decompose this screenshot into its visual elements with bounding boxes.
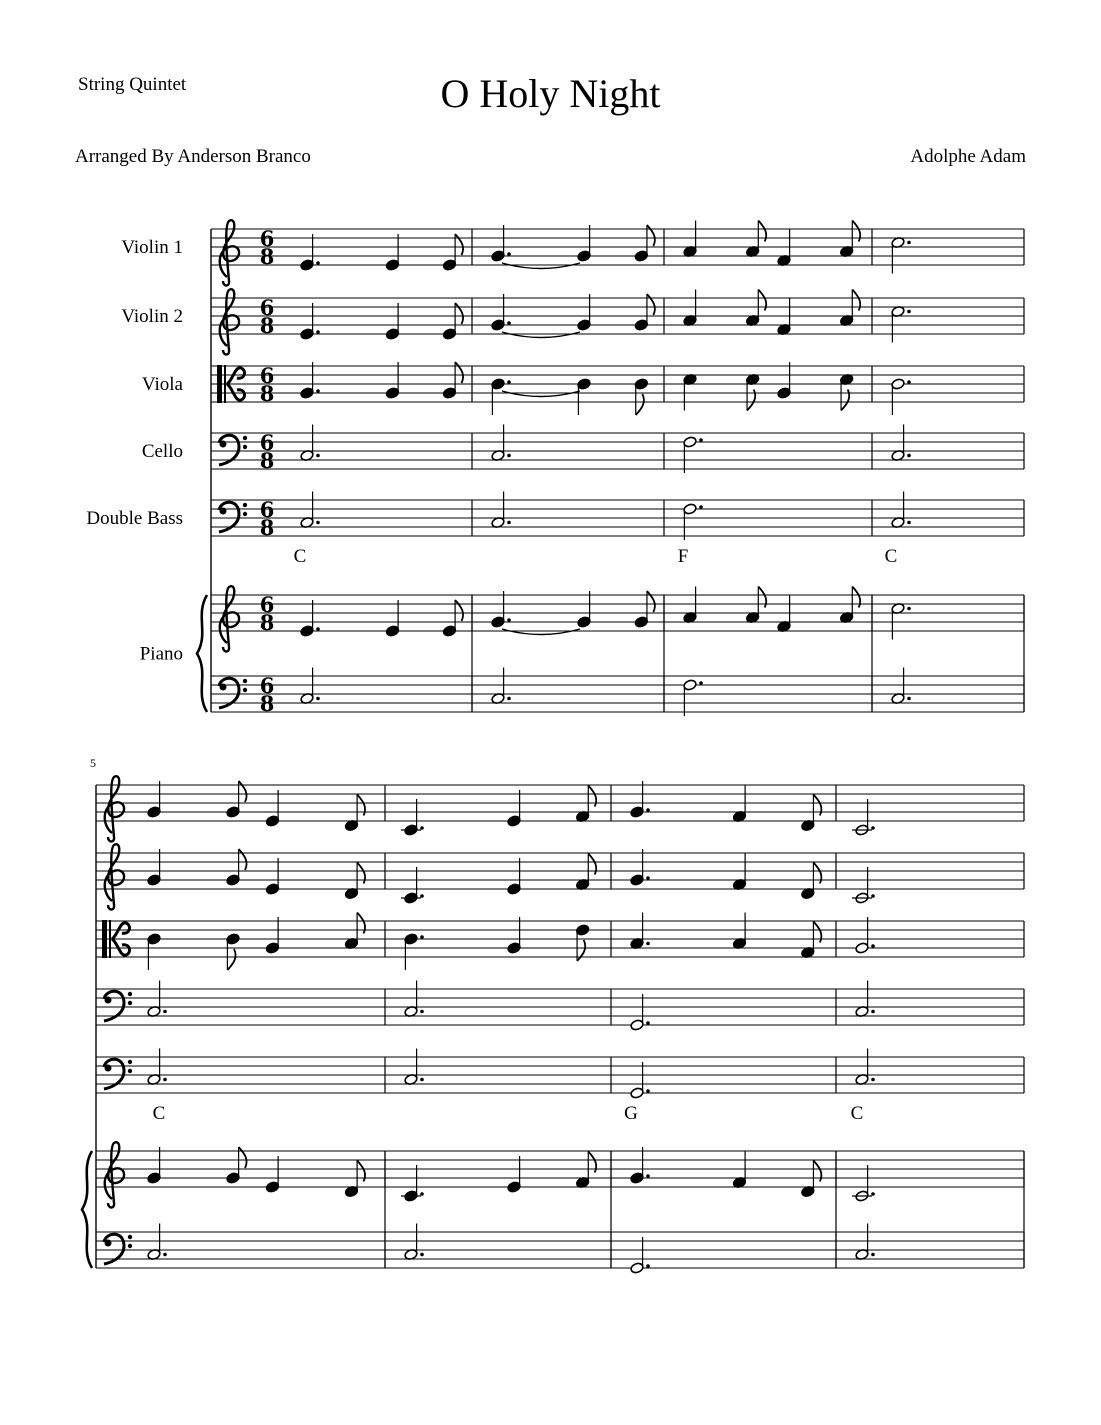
bass-clef-dot xyxy=(243,445,247,449)
note-dot xyxy=(646,1264,650,1268)
note-head xyxy=(777,387,791,399)
note-head xyxy=(576,924,590,936)
note-head xyxy=(404,933,418,945)
piano-brace-icon xyxy=(82,1151,92,1268)
note-head xyxy=(265,815,279,827)
note-head xyxy=(634,250,648,262)
treble-clef-icon xyxy=(105,776,124,841)
note-flag xyxy=(647,591,655,612)
time-signature-top: 6 xyxy=(259,430,275,455)
alto-clef-icon xyxy=(102,920,107,958)
bass-clef-icon xyxy=(104,991,124,1021)
treble-clef-icon xyxy=(220,220,239,285)
note-head xyxy=(630,1019,644,1031)
note-dot xyxy=(907,697,911,701)
bass-clef-dot xyxy=(128,1060,132,1064)
piano-brace-icon xyxy=(197,595,207,712)
note-dot xyxy=(699,505,703,509)
note-dot xyxy=(871,826,875,830)
note-dot xyxy=(646,808,650,812)
note-head xyxy=(683,503,697,515)
note-head xyxy=(385,387,399,399)
note-dot xyxy=(907,310,911,314)
note-head xyxy=(630,1087,644,1099)
note-head xyxy=(577,378,591,390)
note-head xyxy=(630,806,644,818)
note-head xyxy=(577,616,591,628)
note-head xyxy=(507,883,521,895)
note-head xyxy=(442,259,456,271)
note-dot xyxy=(420,894,424,898)
time-signature-top: 6 xyxy=(259,592,275,617)
note-flag xyxy=(239,1147,247,1168)
note-head xyxy=(630,1262,644,1274)
composer-credit: Adolphe Adam xyxy=(910,146,1026,167)
note-flag xyxy=(455,362,463,383)
note-head xyxy=(442,387,456,399)
time-signature-bottom: 8 xyxy=(259,448,275,473)
bass-clef-dot xyxy=(128,1244,132,1248)
note-dot xyxy=(871,1253,875,1257)
chord-symbol: F xyxy=(677,546,689,567)
note-head xyxy=(300,387,314,399)
instrument-name: Double Bass xyxy=(86,508,183,529)
note-dot xyxy=(646,1089,650,1093)
note-dot xyxy=(163,1078,167,1082)
note-head xyxy=(226,1172,240,1184)
bass-clef-dot xyxy=(220,441,227,448)
chord-symbol: C xyxy=(884,546,898,567)
system-2 xyxy=(82,756,1024,1274)
note-head xyxy=(683,679,697,691)
instrument-name: Violin 1 xyxy=(121,237,183,258)
time-signature-top: 6 xyxy=(259,673,275,698)
subtitle: String Quintet xyxy=(78,74,187,95)
note-head xyxy=(491,378,505,390)
treble-clef-icon xyxy=(105,844,124,909)
note-head xyxy=(491,319,505,331)
bass-clef-icon xyxy=(219,435,239,465)
note-head xyxy=(507,815,521,827)
note-flag xyxy=(647,294,655,315)
system-1 xyxy=(86,220,1024,716)
note-head xyxy=(147,1172,161,1184)
note-head xyxy=(147,933,161,945)
bass-clef-icon xyxy=(104,1234,124,1264)
note-dot xyxy=(420,1078,424,1082)
note-head xyxy=(226,806,240,818)
note-head xyxy=(385,259,399,271)
time-signature-top: 6 xyxy=(259,226,275,251)
note-dot xyxy=(646,1021,650,1025)
time-signature-bottom: 8 xyxy=(259,610,275,635)
note-head xyxy=(147,874,161,886)
note-flag xyxy=(577,940,585,961)
time-signature-top: 6 xyxy=(259,295,275,320)
instrument-name: Piano xyxy=(139,643,183,665)
note-head xyxy=(491,250,505,262)
note-dot xyxy=(316,454,320,458)
note-head xyxy=(226,874,240,886)
note-dot xyxy=(907,521,911,525)
note-dot xyxy=(420,1010,424,1014)
note-head xyxy=(577,319,591,331)
note-head xyxy=(507,1181,521,1193)
instrument-name: Violin 2 xyxy=(121,306,183,327)
note-head xyxy=(265,942,279,954)
note-dot xyxy=(507,252,511,256)
note-dot xyxy=(316,627,320,631)
time-signature-bottom: 8 xyxy=(259,691,275,716)
note-dot xyxy=(507,380,511,384)
note-dot xyxy=(163,1010,167,1014)
note-dot xyxy=(871,1192,875,1196)
bass-clef-dot xyxy=(220,508,227,515)
note-dot xyxy=(316,261,320,265)
instrument-name: Cello xyxy=(141,441,183,462)
note-head xyxy=(265,883,279,895)
note-dot xyxy=(907,380,911,384)
note-dot xyxy=(646,876,650,880)
note-dot xyxy=(316,389,320,393)
note-dot xyxy=(420,826,424,830)
bass-clef-dot xyxy=(243,679,247,683)
chord-symbol: G xyxy=(624,1103,638,1124)
note-head xyxy=(226,933,240,945)
note-dot xyxy=(871,1010,875,1014)
bass-clef-dot xyxy=(220,684,227,691)
chord-symbol: C xyxy=(850,1103,864,1124)
note-dot xyxy=(871,944,875,948)
note-dot xyxy=(420,1192,424,1196)
note-dot xyxy=(420,1253,424,1257)
bass-clef-dot xyxy=(243,688,247,692)
note-dot xyxy=(316,521,320,525)
note-dot xyxy=(646,1174,650,1178)
measure-number: 5 xyxy=(90,756,96,770)
note-head xyxy=(147,806,161,818)
note-dot xyxy=(316,697,320,701)
note-head xyxy=(577,250,591,262)
note-head xyxy=(855,942,869,954)
note-head xyxy=(634,319,648,331)
page-title: O Holy Night xyxy=(440,71,661,116)
note-dot xyxy=(316,330,320,334)
treble-clef-icon xyxy=(220,289,239,354)
note-head xyxy=(442,625,456,637)
note-dot xyxy=(507,521,511,525)
note-head xyxy=(300,259,314,271)
note-head xyxy=(630,874,644,886)
time-signature-bottom: 8 xyxy=(259,313,275,338)
note-dot xyxy=(507,697,511,701)
time-signature-top: 6 xyxy=(259,497,275,522)
note-flag xyxy=(239,849,247,870)
note-dot xyxy=(907,241,911,245)
note-head xyxy=(385,625,399,637)
note-dot xyxy=(507,618,511,622)
alto-clef-bar xyxy=(224,365,226,403)
tie xyxy=(502,263,580,269)
note-dot xyxy=(507,321,511,325)
time-signature-bottom: 8 xyxy=(259,515,275,540)
time-signature-top: 6 xyxy=(259,363,275,388)
note-flag xyxy=(455,234,463,255)
alto-clef-icon xyxy=(217,365,222,403)
note-head xyxy=(683,436,697,448)
tie xyxy=(502,629,580,635)
bass-clef-icon xyxy=(219,678,239,708)
note-flag xyxy=(455,600,463,621)
note-dot xyxy=(699,681,703,685)
note-flag xyxy=(227,949,235,970)
bass-clef-dot xyxy=(105,1240,112,1247)
time-signature-bottom: 8 xyxy=(259,381,275,406)
note-head xyxy=(442,328,456,340)
chord-symbol: C xyxy=(152,1103,166,1124)
bass-clef-dot xyxy=(243,436,247,440)
time-signature-bottom: 8 xyxy=(259,244,275,269)
note-dot xyxy=(907,607,911,611)
note-head xyxy=(507,942,521,954)
note-head xyxy=(265,1181,279,1193)
note-head xyxy=(385,328,399,340)
note-flag xyxy=(455,303,463,324)
bass-clef-dot xyxy=(243,503,247,507)
bass-clef-dot xyxy=(128,1069,132,1073)
alto-clef-bar xyxy=(109,920,111,958)
note-dot xyxy=(507,454,511,458)
note-dot xyxy=(420,935,424,939)
tie xyxy=(502,391,580,397)
arranger-credit: Arranged By Anderson Branco xyxy=(75,146,311,167)
note-head xyxy=(634,616,648,628)
instrument-name: Viola xyxy=(141,374,183,395)
note-head xyxy=(491,616,505,628)
bass-clef-dot xyxy=(128,1235,132,1239)
bass-clef-icon xyxy=(104,1059,124,1089)
treble-clef-icon xyxy=(105,1142,124,1207)
bass-clef-dot xyxy=(105,997,112,1004)
note-head xyxy=(630,1172,644,1184)
bass-clef-dot xyxy=(128,992,132,996)
note-dot xyxy=(907,454,911,458)
note-dot xyxy=(163,1253,167,1257)
note-flag xyxy=(239,781,247,802)
bass-clef-icon xyxy=(219,502,239,532)
note-dot xyxy=(871,1078,875,1082)
bass-clef-dot xyxy=(105,1065,112,1072)
treble-clef-icon xyxy=(220,586,239,651)
note-head xyxy=(300,328,314,340)
tie xyxy=(502,332,580,338)
note-flag xyxy=(636,394,644,415)
chord-symbol: C xyxy=(293,546,307,567)
bass-clef-dot xyxy=(128,1001,132,1005)
note-dot xyxy=(699,438,703,442)
note-head xyxy=(300,625,314,637)
note-flag xyxy=(647,225,655,246)
note-dot xyxy=(871,894,875,898)
note-head xyxy=(891,378,905,390)
note-dot xyxy=(646,942,650,946)
bass-clef-dot xyxy=(243,512,247,516)
note-head xyxy=(634,378,648,390)
